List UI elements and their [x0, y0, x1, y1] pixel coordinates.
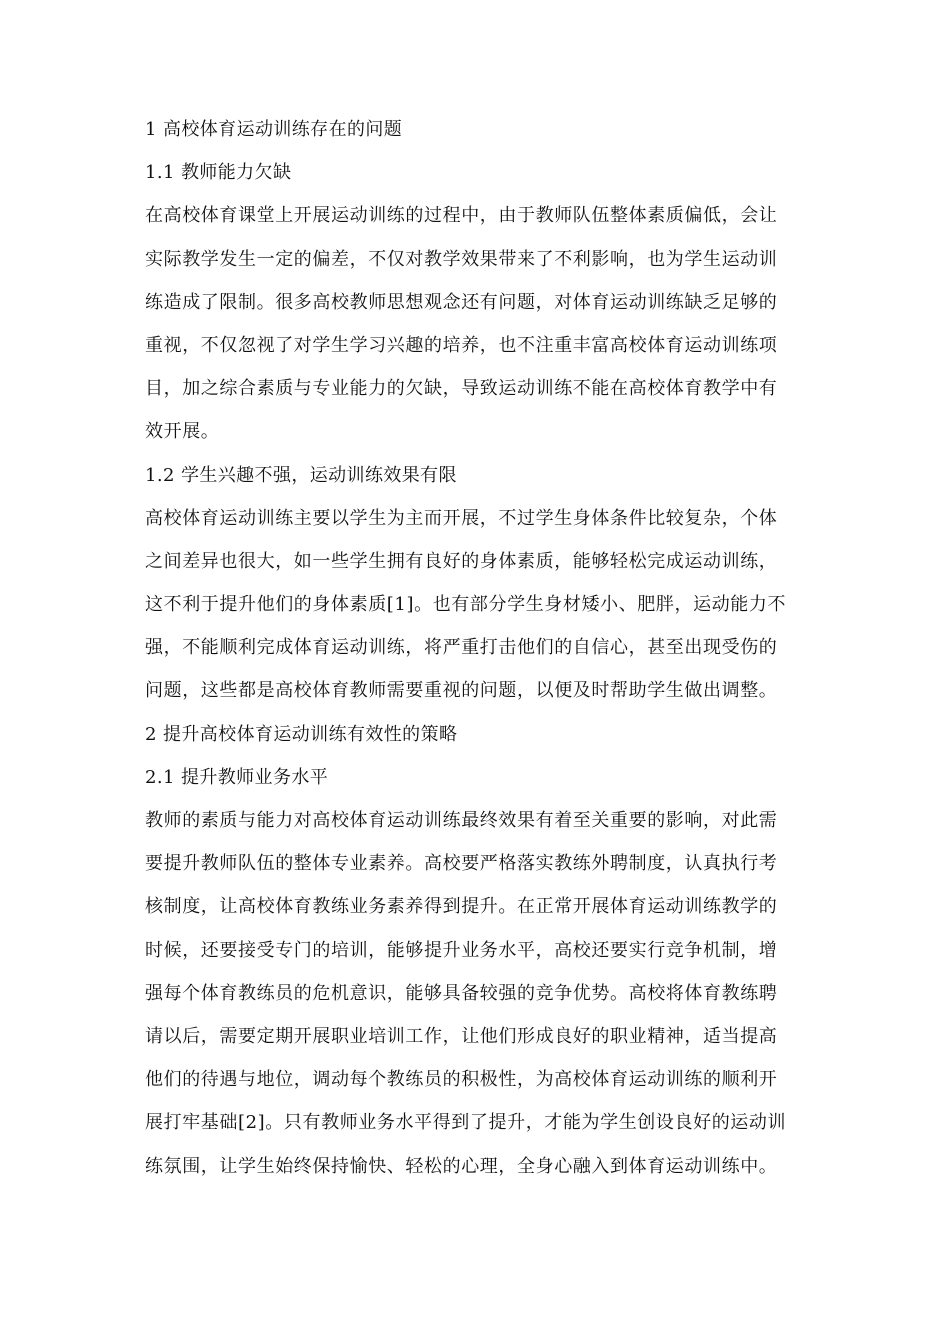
paragraph-line: 强每个体育教练员的危机意识，能够具备较强的竞争优势。高校将体育教练聘	[145, 982, 778, 1004]
paragraph-line: 时候，还要接受专门的培训，能够提升业务水平，高校还要实行竞争机制，增	[145, 939, 778, 961]
subsection-heading-1-2: 1.2 学生兴趣不强，运动训练效果有限	[145, 464, 457, 486]
document-body	[145, 108, 810, 1188]
paragraph-1-2	[145, 497, 810, 713]
paragraph-line: 请以后，需要定期开展职业培训工作，让他们形成良好的职业精神，适当提高	[145, 1025, 778, 1047]
paragraph-line: 问题，这些都是高校体育教师需要重视的问题，以便及时帮助学生做出调整。	[145, 680, 778, 702]
paragraph-line: 目，加之综合素质与专业能力的欠缺，导致运动训练不能在高校体育教学中有	[145, 378, 778, 400]
paragraph-line: 实际教学发生一定的偏差，不仅对教学效果带来了不利影响，也为学生运动训	[145, 248, 778, 270]
paragraph-line: 展打牢基础[2]。只有教师业务水平得到了提升，才能为学生创设良好的运动训	[145, 1112, 787, 1134]
section-heading-1: 1 高校体育运动训练存在的问题	[145, 119, 403, 140]
paragraph-line: 教师的素质与能力对高校体育运动训练最终效果有着至关重要的影响，对此需	[145, 810, 778, 831]
paragraph-line: 之间差异也很大，如一些学生拥有良好的身体素质，能够轻松完成运动训练，	[145, 550, 778, 572]
subsection-heading-2-1: 2.1 提升教师业务水平	[145, 766, 329, 788]
paragraph-line: 练氛围，让学生始终保持愉快、轻松的心理，全身心融入到体育运动训练中。	[145, 1155, 778, 1177]
paragraph-line: 核制度，让高校体育教练业务素养得到提升。在正常开展体育运动训练教学的	[145, 896, 778, 918]
paragraph-line: 在高校体育课堂上开展运动训练的过程中，由于教师队伍整体素质偏低，会让	[145, 205, 778, 227]
paragraph-line: 效开展。	[145, 421, 220, 443]
paragraph-line: 强，不能顺利完成体育运动训练，将严重打击他们的自信心，甚至出现受伤的	[145, 637, 778, 659]
paragraph-line: 要提升教师队伍的整体专业素养。高校要严格落实教练外聘制度，认真执行考	[145, 853, 778, 875]
paragraph-line: 重视，不仅忽视了对学生学习兴趣的培养，也不注重丰富高校体育运动训练项	[145, 334, 778, 356]
paragraph-line: 他们的待遇与地位，调动每个教练员的积极性，为高校体育运动训练的顺利开	[145, 1069, 778, 1091]
paragraph-2-1	[145, 799, 810, 1188]
section-heading-2: 2 提升高校体育运动训练有效性的策略	[145, 723, 458, 745]
paragraph-line: 这不利于提升他们的身体素质[1]。也有部分学生身材矮小、肥胖，运动能力不	[145, 594, 787, 616]
subsection-heading-1-1: 1.1 教师能力欠缺	[145, 162, 292, 184]
paragraph-line: 高校体育运动训练主要以学生为主而开展，不过学生身体条件比较复杂，个体	[145, 507, 778, 529]
paragraph-line: 练造成了限制。很多高校教师思想观念还有问题，对体育运动训练缺乏足够的	[145, 291, 778, 313]
paragraph-1-1	[145, 194, 810, 453]
